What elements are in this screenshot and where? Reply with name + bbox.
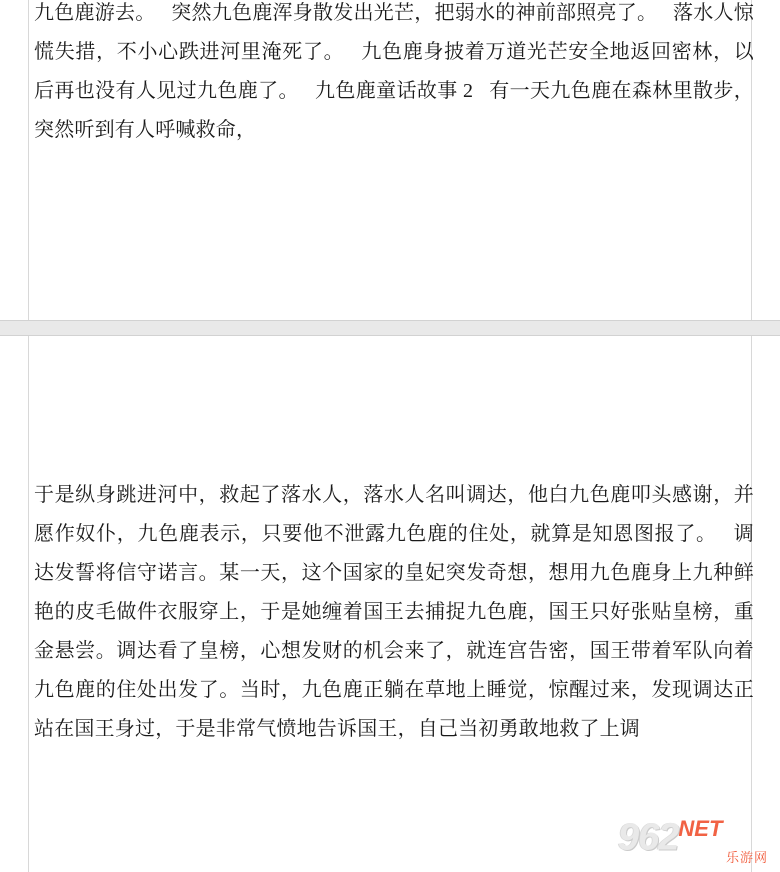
watermark-digits: 962 [618, 816, 679, 859]
watermark-subtitle: 乐游网 [725, 850, 768, 865]
page-upper-paragraph: 九色鹿游去。 突然九色鹿浑身散发出光芒，把弱水的神前部照亮了。 落水人惊慌失措，不小心跌进河里淹死了。 九色鹿身披着万道光芒安全地返回密林，以后再也没有人见过九色鹿了。 九色鹿童话故事 2 有一天九色鹿在森林里散步，突然听到有人呼喊救命， [34, 2, 754, 141]
document-page-lower [0, 336, 780, 872]
page-left-margin-guide [28, 336, 29, 872]
page-separator [0, 320, 780, 336]
page-lower-paragraph: 于是纵身跳进河中，救起了落水人，落水人名叫调达，他白九色鹿叩头感谢，并愿作奴仆，九色鹿表示，只要他不泄露九色鹿的住处，就算是知恩图报了。 调达发誓将信守诺言。某一天，这个国家的皇妃突发奇想，想用九色鹿身上九种鲜艳的皮毛做件衣服穿上，于是她缠着国王去捕捉九色鹿，国王只好张贴皇榜，重金悬尝。调达看了皇榜，心想发财的机会来了，就连宫告密，国王带着军队向着九色鹿的住处出发了。当时，九色鹿正躺在草地上睡觉，惊醒过来，发现调达正站在国王身过，于是非常气愤地告诉国王，自己当初勇敢地救了上调 [34, 484, 754, 740]
page-left-margin-guide [28, 0, 29, 320]
watermark-suffix: NET [678, 816, 723, 841]
document-page-upper [0, 0, 780, 320]
